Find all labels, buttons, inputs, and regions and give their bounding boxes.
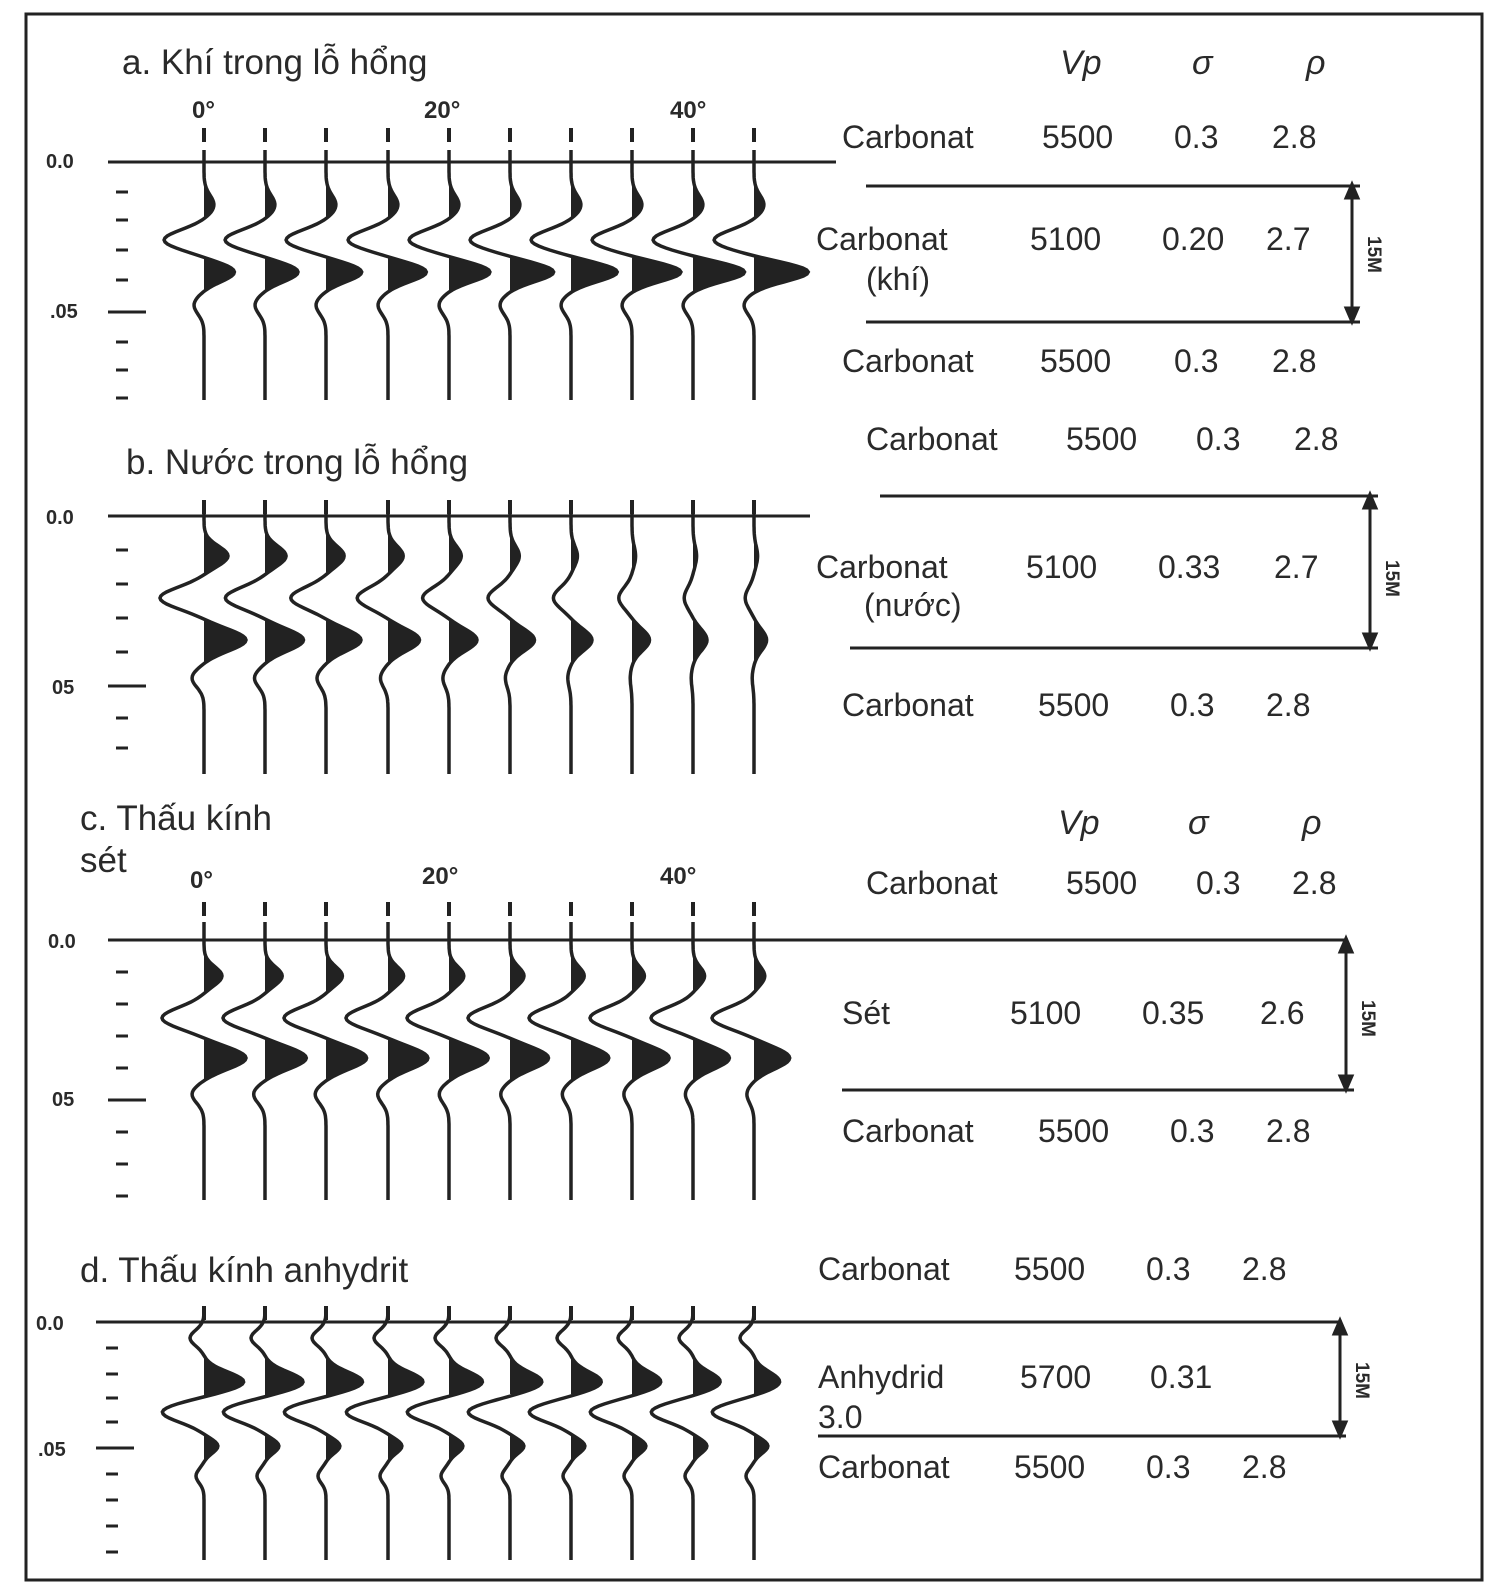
time-tick-label-05: .05 <box>38 1439 66 1461</box>
layer-bottom-name: Carbonat <box>842 343 974 379</box>
layer-top-rho: 2.8 <box>1294 421 1339 457</box>
layer-bottom-name: Carbonat <box>842 687 974 723</box>
layer-top-sigma: 0.3 <box>1146 1251 1191 1287</box>
time-tick-label-00: 0.0 <box>46 507 74 529</box>
trace-peak-fill <box>571 258 617 292</box>
layer-mid-rho: 2.7 <box>1266 221 1311 257</box>
header-sigma: σ <box>1192 44 1213 82</box>
layer-bottom-name: Carbonat <box>842 1113 974 1149</box>
thickness-arrow <box>1364 494 1376 648</box>
thickness-label: 15M <box>1357 1000 1378 1037</box>
layer-top-name: Carbonat <box>866 865 998 901</box>
layer-bottom-rho: 2.8 <box>1266 1113 1311 1149</box>
layer-bottom-vp: 5500 <box>1038 687 1110 723</box>
time-tick-label-05: .05 <box>50 301 78 323</box>
trace-peak-fill <box>754 954 765 990</box>
layer-mid-name2: (nước) <box>864 587 962 623</box>
angle-label-20: 20° <box>424 97 461 124</box>
layer-top-vp: 5500 <box>1014 1251 1086 1287</box>
header-vp: Vp <box>1058 804 1100 842</box>
header-sigma: σ <box>1188 804 1209 842</box>
angle-label-20: 20° <box>422 863 459 890</box>
thickness-label: 15M <box>1363 236 1384 273</box>
panel-c <box>48 799 1378 1200</box>
seismic-trace <box>346 1310 423 1560</box>
angle-label-40: 40° <box>670 97 707 124</box>
trace-peak-fill <box>326 258 362 290</box>
thickness-arrow <box>1334 1320 1346 1436</box>
layer-top-sigma: 0.3 <box>1196 865 1241 901</box>
panel-a <box>46 43 1384 400</box>
layer-table-c <box>842 865 1378 1149</box>
layer-top-rho: 2.8 <box>1292 865 1337 901</box>
layer-top-vp: 5500 <box>1042 119 1114 155</box>
time-tick-label-00: 0.0 <box>46 151 74 173</box>
seismic-trace <box>712 1310 779 1560</box>
layer-top-name: Carbonat <box>818 1251 950 1287</box>
layer-bottom-rho: 2.8 <box>1266 687 1311 723</box>
trace-peak-fill <box>265 258 298 290</box>
layer-bottom-vp: 5500 <box>1038 1113 1110 1149</box>
angle-label-0: 0° <box>190 867 213 894</box>
layer-mid-rho: 2.7 <box>1274 549 1319 585</box>
thickness-label: 15M <box>1381 560 1402 597</box>
header-rho: ρ <box>1302 804 1322 842</box>
trace-peak-fill <box>632 258 681 292</box>
time-minor-ticks <box>96 1322 134 1552</box>
time-tick-label-05: 05 <box>52 1089 75 1111</box>
layer-top-name: Carbonat <box>866 421 998 457</box>
seismic-trace <box>284 1310 362 1560</box>
panel-c-title-line2: sét <box>80 841 127 880</box>
layer-top-sigma: 0.3 <box>1174 119 1219 155</box>
time-tick-label-05: 05 <box>52 677 75 699</box>
layer-mid-name: Carbonat <box>816 549 948 585</box>
layer-mid-name2: (khí) <box>866 261 930 297</box>
layer-bottom-name: Carbonat <box>818 1449 950 1485</box>
panel-a-title: a. Khí trong lỗ hổng <box>122 43 428 82</box>
angle-label-0: 0° <box>192 97 215 124</box>
traces-b <box>160 500 767 774</box>
trace-peak-fill <box>204 258 234 290</box>
trace-peak-fill <box>388 258 426 290</box>
seismic-trace <box>407 1310 482 1560</box>
panel-c-title: c. Thấu kính <box>80 799 272 838</box>
trace-peak-fill <box>265 1358 303 1396</box>
seismic-trace <box>162 1310 243 1560</box>
panel-b <box>46 421 1402 774</box>
time-minor-ticks <box>108 516 146 748</box>
time-axis-b <box>46 507 146 748</box>
layer-mid-name2: 3.0 <box>818 1399 863 1435</box>
time-tick-label-00: 0.0 <box>36 1313 64 1335</box>
layer-mid-vp: 5100 <box>1026 549 1098 585</box>
seismic-trace <box>590 1310 660 1560</box>
layer-top-sigma: 0.3 <box>1196 421 1241 457</box>
traces-a <box>164 128 808 400</box>
time-minor-ticks <box>108 162 146 398</box>
layer-bottom-vp: 5500 <box>1040 343 1112 379</box>
seismic-trace <box>651 1310 720 1560</box>
layer-mid-sigma: 0.31 <box>1150 1359 1213 1395</box>
trace-peak-fill <box>388 1358 423 1396</box>
thickness-arrow <box>1340 938 1352 1090</box>
thickness-label: 15M <box>1351 1362 1372 1399</box>
layer-mid-vp: 5100 <box>1010 995 1082 1031</box>
time-axis-c <box>48 931 146 1196</box>
trace-peak-fill <box>204 1358 244 1396</box>
time-tick-label-00: 0.0 <box>48 931 76 953</box>
layer-mid-rho: 2.6 <box>1260 995 1305 1031</box>
layer-mid-name: Sét <box>842 995 891 1031</box>
panel-b-title: b. Nước trong lỗ hổng <box>126 443 469 482</box>
layer-table-d <box>818 1251 1372 1485</box>
layer-mid-vp: 5700 <box>1020 1359 1092 1395</box>
thickness-arrow <box>1346 184 1358 322</box>
seismic-trace <box>223 1310 303 1560</box>
layer-bottom-sigma: 0.3 <box>1146 1449 1191 1485</box>
traces-d <box>162 1306 779 1560</box>
seismic-trace <box>468 1310 542 1560</box>
layer-bottom-rho: 2.8 <box>1272 343 1317 379</box>
layer-top-rho: 2.8 <box>1272 119 1317 155</box>
layer-mid-vp: 5100 <box>1030 221 1102 257</box>
trace-peak-fill <box>326 1358 363 1396</box>
traces-c <box>162 902 790 1200</box>
layer-top-vp: 5500 <box>1066 421 1138 457</box>
trace-peak-fill <box>449 258 490 290</box>
layer-top-rho: 2.8 <box>1242 1251 1287 1287</box>
layer-mid-sigma: 0.33 <box>1158 549 1221 585</box>
layer-mid-name: Carbonat <box>816 221 948 257</box>
angle-label-40: 40° <box>660 863 697 890</box>
layer-top-name: Carbonat <box>842 119 974 155</box>
seismic-trace <box>529 1310 601 1560</box>
trace-peak-fill <box>571 954 584 992</box>
layer-mid-sigma: 0.35 <box>1142 995 1205 1031</box>
layer-bottom-sigma: 0.3 <box>1170 687 1215 723</box>
panel-d <box>36 1251 1372 1560</box>
trace-peak-fill <box>510 534 519 572</box>
layer-mid-name: Anhydrid <box>818 1359 945 1395</box>
time-axis-d <box>36 1313 134 1552</box>
trace-peak-fill <box>449 1358 482 1396</box>
trace-peak-fill <box>693 954 705 990</box>
layer-table-b <box>816 421 1402 723</box>
layer-mid-sigma: 0.20 <box>1162 221 1225 257</box>
time-axis-a <box>46 151 146 398</box>
trace-peak-fill <box>510 258 554 290</box>
layer-top-vp: 5500 <box>1066 865 1138 901</box>
layer-bottom-rho: 2.8 <box>1242 1449 1287 1485</box>
trace-peak-fill <box>449 532 461 572</box>
header-rho: ρ <box>1306 44 1326 82</box>
time-minor-ticks <box>108 940 146 1196</box>
layer-table-a <box>816 119 1384 379</box>
header-vp: Vp <box>1060 44 1102 82</box>
layer-bottom-sigma: 0.3 <box>1174 343 1219 379</box>
layer-bottom-vp: 5500 <box>1014 1449 1086 1485</box>
panel-d-title: d. Thấu kính anhydrit <box>80 1251 409 1290</box>
layer-bottom-sigma: 0.3 <box>1170 1113 1215 1149</box>
